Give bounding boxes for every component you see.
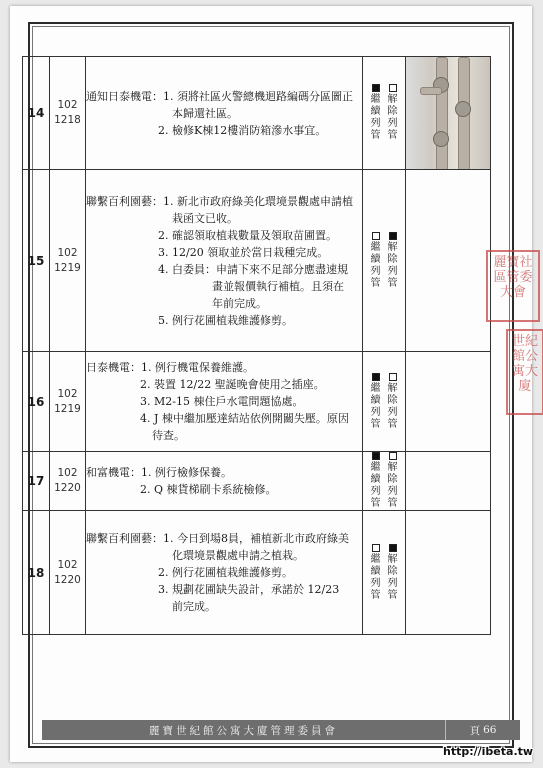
- page-number: 頁 66: [445, 720, 520, 740]
- row-content: [86, 170, 363, 352]
- content-line: 栽函文已收。: [172, 211, 238, 225]
- row-date: 102 1220: [50, 452, 86, 511]
- content-line: 3. 規劃花圃缺失設計，承諾於 12/23: [158, 583, 340, 596]
- row-status: [363, 452, 406, 511]
- continue-tracking-option: 繼 續 列 管: [369, 84, 382, 142]
- row-photo-cell: [406, 452, 491, 511]
- content-line: 5. 例行花圃植栽維護修剪。: [158, 313, 293, 327]
- release-tracking-option: 解 除 列 管: [386, 232, 399, 290]
- release-tracking-option: 解 除 列 管: [386, 84, 399, 142]
- log-row: [23, 170, 491, 352]
- row-number: 16: [23, 352, 50, 452]
- content-line: 2. 例行花圃植栽維護修剪。: [158, 566, 293, 579]
- row-photo-cell: [406, 170, 491, 352]
- fire-hose-valve-photo: [406, 57, 490, 169]
- row-number: 14: [23, 57, 50, 170]
- content-line: 3. 12/20 領取並於當日栽種完成。: [158, 245, 329, 259]
- continue-tracking-option: 繼 續 列 管: [369, 373, 382, 431]
- committee-name: 麗寶世紀館公寓大廈管理委員會: [149, 724, 338, 737]
- row-photo-cell: [406, 57, 491, 170]
- row-status: [363, 57, 406, 170]
- content-line: 4. J 棟中繼加壓達結站依例開關失壓。原因: [140, 412, 349, 425]
- row-photo-cell: [406, 511, 491, 635]
- content-line: 本歸還社區。: [172, 106, 238, 120]
- row-status: [363, 511, 406, 635]
- document-page: [10, 6, 538, 762]
- row-content: [86, 57, 363, 170]
- red-seal-stamp: 麗寶社區管委大會: [486, 250, 540, 322]
- checkbox-empty-icon: [389, 84, 397, 92]
- content-line: 待查。: [152, 429, 185, 442]
- content-line: 年前完成。: [212, 296, 267, 310]
- site-watermark: http://ibeta.tw: [443, 745, 534, 758]
- content-line: 3. M2-15 棟住戶水電問題協處。: [140, 395, 304, 408]
- row-content: [86, 452, 363, 511]
- release-tracking-option: 解 除 列 管: [386, 452, 399, 510]
- release-tracking-option: 解 除 列 管: [386, 373, 399, 431]
- content-line: 和富機電：1. 例行檢修保養。: [86, 466, 232, 479]
- row-date: 102 1219: [50, 170, 86, 352]
- continue-tracking-option: 繼 續 列 管: [369, 452, 382, 510]
- content-line: 日泰機電：1. 例行機電保養維護。: [86, 361, 254, 374]
- row-number: 18: [23, 511, 50, 635]
- red-seal-stamp-secondary: 世紀館公寓大廈: [506, 329, 543, 415]
- log-row: [23, 452, 491, 511]
- content-line: 畫並報價執行補植。且須在: [212, 279, 344, 293]
- log-row: [23, 511, 491, 635]
- content-line: 2. 裝置 12/22 聖誕晚會使用之插座。: [140, 378, 325, 391]
- content-line: 聯繫百利園藝：1. 今日到場8員，補植新北市政府綠美: [86, 532, 349, 545]
- work-log-table: [22, 56, 491, 635]
- checkbox-checked-icon: [372, 452, 380, 460]
- content-line: 前完成。: [172, 600, 216, 613]
- row-number: 17: [23, 452, 50, 511]
- content-line: 2. Q 棟貨梯刷卡系統檢修。: [140, 483, 277, 496]
- log-row: [23, 352, 491, 452]
- row-photo-cell: [406, 352, 491, 452]
- row-date: 102 1219: [50, 352, 86, 452]
- row-date: 102 1218: [50, 57, 86, 170]
- checkbox-checked-icon: [372, 84, 380, 92]
- release-tracking-option: 解 除 列 管: [386, 544, 399, 602]
- row-content: [86, 352, 363, 452]
- checkbox-checked-icon: [372, 373, 380, 381]
- content-line: 化環境景觀處申請之植栽。: [172, 549, 304, 562]
- log-row: [23, 57, 491, 170]
- continue-tracking-option: 繼 續 列 管: [369, 232, 382, 290]
- row-status: [363, 352, 406, 452]
- checkbox-empty-icon: [389, 373, 397, 381]
- content-line: 2. 確認領取植栽數量及領取苗圃置。: [158, 228, 337, 242]
- checkbox-empty-icon: [372, 232, 380, 240]
- row-date: 102 1220: [50, 511, 86, 635]
- content-line: 4. 白委員：申請下來不足部分應盡速規: [158, 262, 348, 276]
- row-status: [363, 170, 406, 352]
- row-number: 15: [23, 170, 50, 352]
- page-footer: [42, 720, 520, 740]
- continue-tracking-option: 繼 續 列 管: [369, 544, 382, 602]
- content-line: 聯繫百利園藝：1. 新北市政府綠美化環境景觀處申請植: [86, 194, 353, 208]
- checkbox-empty-icon: [372, 544, 380, 552]
- content-line: 通知日泰機電：1. 須將社區火警總機迴路編碼分區圖正: [86, 89, 353, 103]
- checkbox-empty-icon: [389, 452, 397, 460]
- checkbox-checked-icon: [389, 544, 397, 552]
- content-line: 2. 檢修K棟12樓消防箱滲水事宜。: [158, 123, 327, 137]
- checkbox-checked-icon: [389, 232, 397, 240]
- row-content: [86, 511, 363, 635]
